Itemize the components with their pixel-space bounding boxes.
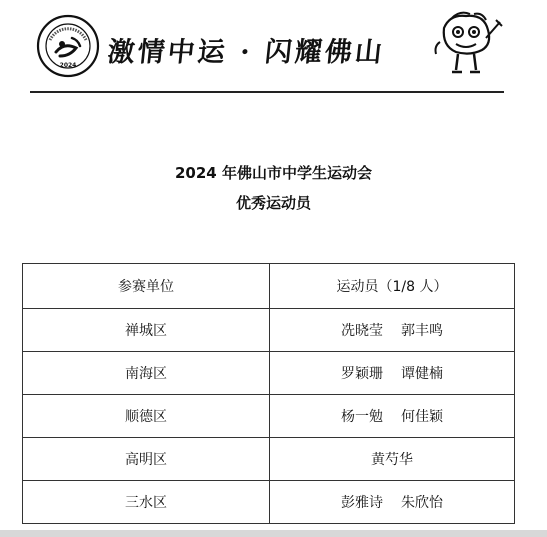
athlete-name: 朱欣怡	[401, 495, 443, 511]
header-divider	[30, 91, 504, 93]
athlete-name: 何佳颖	[401, 409, 443, 425]
athlete-name: 杨一勉	[341, 409, 383, 425]
athlete-name: 彭雅诗	[341, 495, 383, 511]
table-row	[23, 352, 515, 395]
athlete-name: 冼晓莹	[341, 323, 383, 339]
table-row	[23, 481, 515, 524]
table-row	[23, 438, 515, 481]
scan-edge-shadow	[0, 530, 547, 537]
athletes-cell	[270, 352, 515, 395]
lion-dance-mascot-icon	[430, 8, 504, 82]
document-subtitle: 优秀运动员	[235, 194, 311, 212]
athletes-cell	[270, 438, 515, 481]
athletes-table	[22, 263, 515, 524]
unit-cell: 三水区	[23, 481, 270, 524]
slogan-heading: 激情中运 · 闪耀佛山	[106, 37, 387, 68]
table-header-row	[23, 264, 515, 309]
logo-year-text: 2024	[59, 62, 77, 69]
table-row	[23, 309, 515, 352]
document-title: 2024 年佛山市中学生运动会	[175, 164, 372, 182]
table-row	[23, 395, 515, 438]
athlete-name: 黄芍华	[371, 452, 413, 468]
athlete-name: 谭健楠	[401, 366, 443, 382]
unit-cell: 高明区	[23, 438, 270, 481]
page-header	[0, 0, 547, 96]
athletes-cell	[270, 395, 515, 438]
athlete-name: 郭丰鸣	[401, 323, 443, 339]
unit-cell: 南海区	[23, 352, 270, 395]
column-header-unit: 参赛单位	[23, 264, 270, 309]
unit-cell: 顺德区	[23, 395, 270, 438]
athletes-cell	[270, 309, 515, 352]
athlete-name: 罗颖珊	[341, 366, 383, 382]
column-header-athletes: 运动员（1/8 人）	[270, 264, 515, 309]
athletes-cell	[270, 481, 515, 524]
unit-cell: 禅城区	[23, 309, 270, 352]
